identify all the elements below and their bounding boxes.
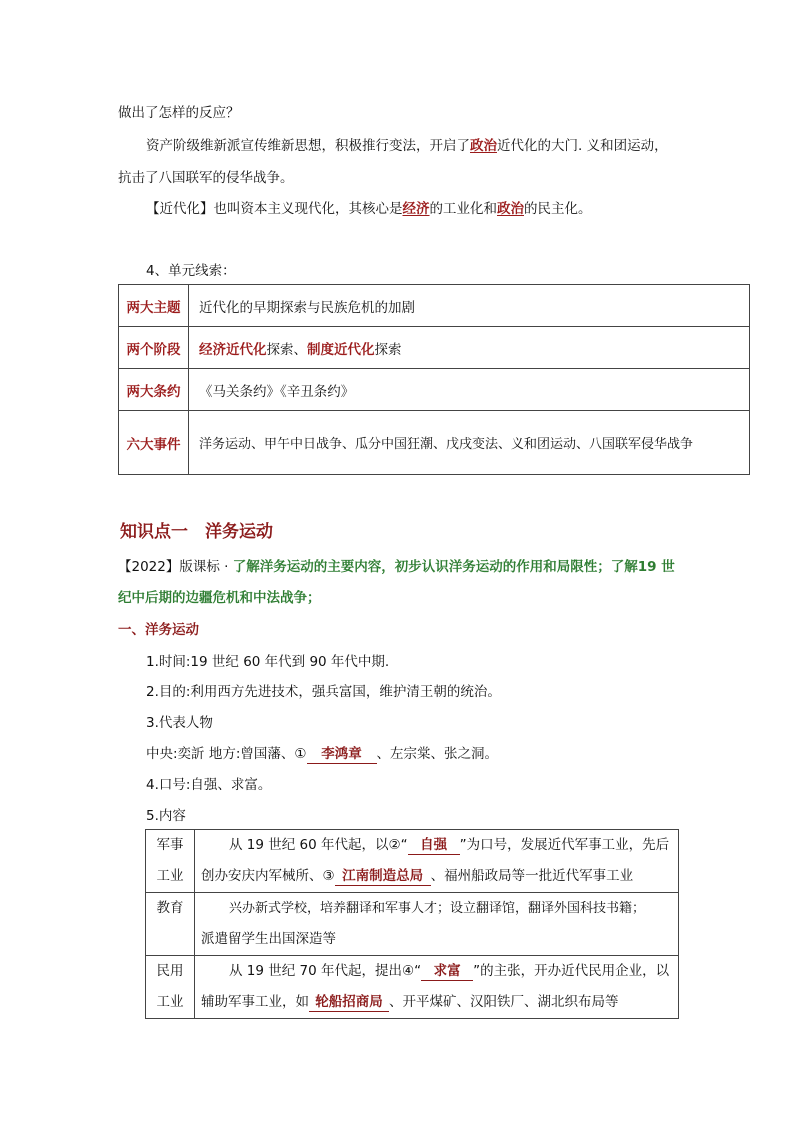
row-value [195,956,679,1019]
table-row [119,285,750,327]
row-value: 近代化的早期探索与民族危机的加剧 [189,285,750,327]
highlight-politics: 政治 [470,138,497,154]
intro-line-1: 做出了怎样的反应？ [118,105,240,121]
text-line [201,861,672,892]
highlight-term: 经济近代化 [199,341,267,358]
row-key [146,956,195,1019]
row-key: 教育 [146,893,195,956]
fill-blank-answer: 自强 [408,836,460,855]
row-key: 两个阶段 [119,327,189,369]
text: 从 19 世纪 70 年代起，提出④“ [229,963,422,979]
text: 资产阶级维新派宣传维新思想，积极推行变法，开启了 [146,138,470,154]
row-value [195,893,679,956]
standard-text: 19 世 [637,559,675,575]
row-key: 六大事件 [119,411,189,475]
sub-section-title: 一、洋务运动 [118,622,199,638]
table-row [146,830,679,893]
table-row [146,893,679,956]
unit-clue-heading: 4、单元线索： [146,263,236,279]
row-key: 两大条约 [119,369,189,411]
row-key [146,830,195,893]
text: 创办安庆内军械所、③ [201,868,335,884]
curriculum-standard-line-1 [118,555,675,575]
item-figures: 3.代表人物 [146,715,213,731]
table-row [146,956,679,1019]
text-line [201,830,672,861]
text: 的工业化和 [429,201,497,217]
text: 、左宗棠、张之洞。 [376,746,498,762]
unit-clue-table [118,284,750,475]
row-value [195,830,679,893]
text: 、开平煤矿、汉阳铁厂、湖北织布局等 [389,994,619,1010]
item-content: 5.内容 [146,808,186,824]
text: ”为口号，发展近代军事工业，先后 [459,837,670,853]
row-key-line: 军事 [156,837,184,853]
text: 从 19 世纪 60 年代起，以②“ [229,837,408,853]
highlight-economy: 经济 [402,201,430,217]
text-line [201,987,672,1018]
row-key-line: 民用 [156,963,184,979]
section-title: 知识点一 洋务运动 [120,522,273,542]
fill-blank-answer: 江南制造总局 [335,867,431,886]
standard-text: 了解洋务运动的主要内容，初步认识洋务运动的作用和局限性；了解 [232,559,638,575]
fill-blank-answer: 求富 [421,962,473,981]
text-line: 派遣留学生出国深造等 [201,931,336,947]
intro-line-3: 抗击了八国联军的侵华战争。 [118,170,294,186]
content-table [145,829,679,1019]
text-line: 兴办新式学校，培养翻译和军事人才；设立翻译馆，翻译外国科技书籍； [229,901,646,916]
row-value [189,327,750,369]
row-value: 洋务运动、甲午中日战争、瓜分中国狂潮、戊戌变法、义和团运动、八国联军侵华战争 [189,411,750,475]
text: 的民主化。 [524,201,592,217]
highlight-politics: 政治 [497,201,524,217]
row-key-line: 工业 [156,994,184,1010]
text: 近代化的大门. 义和团运动， [497,138,668,154]
text: 【2022】版课标 · [118,559,233,575]
curriculum-standard-line-2: 纪中后期的边疆危机和中法战争； [118,590,321,606]
table-row [119,369,750,411]
text: 【近代化】也叫资本主义现代化，其核心是 [146,201,403,217]
row-key: 两大主题 [119,285,189,327]
intro-line-4 [146,197,592,217]
text: 辅助军事工业，如 [201,994,309,1010]
row-key-line: 工业 [156,868,184,884]
item-figures-detail [146,742,498,764]
item-purpose: 2.目的:利用西方先进技术，强兵富国，维护清王朝的统治。 [146,684,501,700]
table-row [119,327,750,369]
row-value: 《马关条约》《辛丑条约》 [189,369,750,411]
text: 、福州船政局等一批近代军事工业 [430,868,634,884]
table-row [119,411,750,475]
text: 探索、 [266,341,307,358]
fill-blank-answer: 李鸿章 [307,745,377,764]
text: ”的主张，开办近代民用企业，以 [473,963,670,979]
text: 探索 [374,341,402,358]
text: 中央:奕訢 地方:曾国藩、① [146,746,307,762]
intro-line-2 [146,134,668,154]
text-line [201,956,672,987]
item-slogan: 4.口号:自强、求富。 [146,777,272,793]
highlight-term: 制度近代化 [307,341,375,358]
fill-blank-answer: 轮船招商局 [309,993,389,1012]
item-time: 1.时间:19 世纪 60 年代到 90 年代中期. [146,654,390,670]
